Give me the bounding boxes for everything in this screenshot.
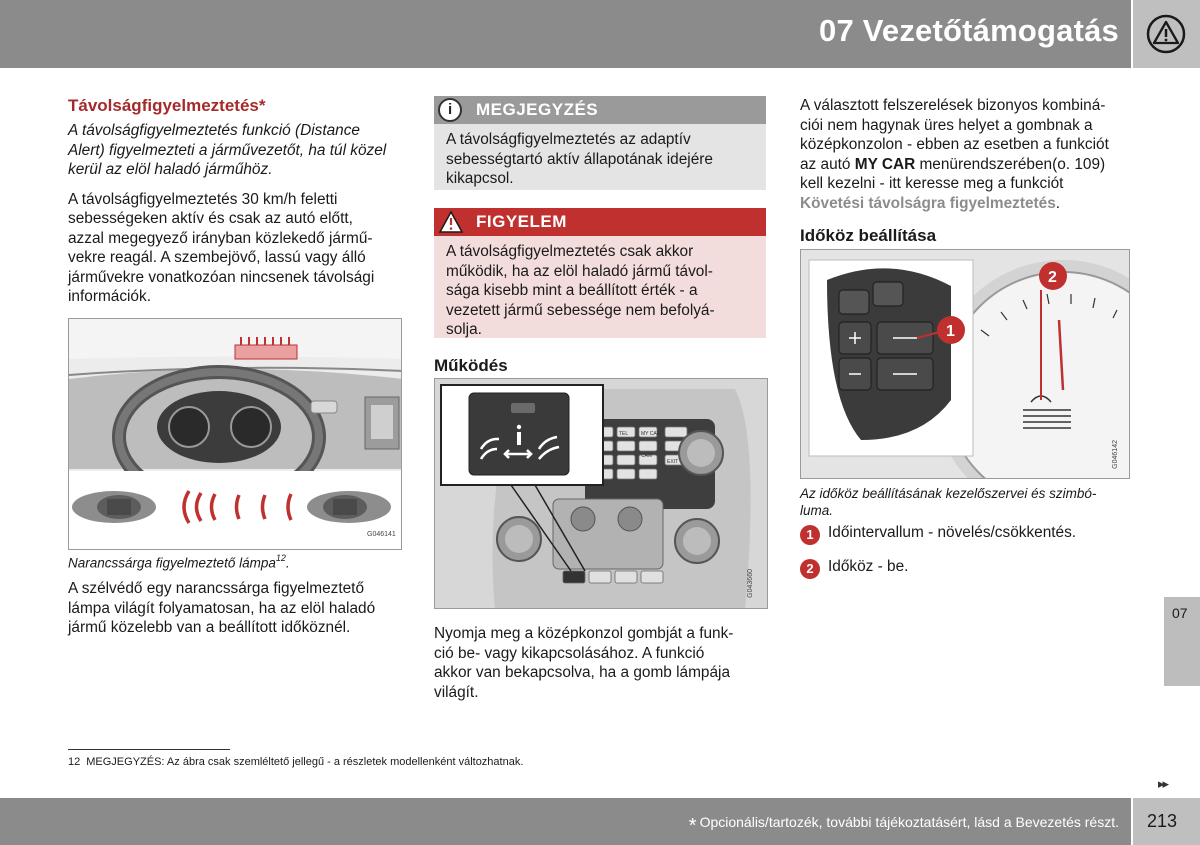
text-line: Alert) figyelmezteti a járművezetőt, ha túl közel	[68, 141, 387, 159]
settings-paragraph	[800, 96, 1140, 213]
car-front	[307, 491, 391, 523]
figure-code: G046142	[1112, 440, 1119, 469]
text-line: járművekre vonatkozóan nincsenek távolsági	[68, 268, 375, 286]
text-line: A távolságfigyelmeztetés az adaptív	[446, 131, 691, 148]
number-badge: 2	[800, 559, 820, 579]
page-footer	[0, 798, 1131, 845]
text-line: jármű közelebb van a beállított időköznél.	[68, 619, 351, 636]
dashboard-illustration	[69, 319, 402, 550]
figure-interval-controls	[800, 249, 1130, 479]
footnote-text: MEGJEGYZÉS: Az ábra csak szemléltető jellegű - a részletek modellenként változhatnak.	[86, 756, 524, 768]
center-console-illustration	[435, 379, 768, 609]
note-label: MEGJEGYZÉS	[476, 100, 599, 119]
text-line: ció be- vagy kikapcsolásához. A funkció	[434, 644, 705, 662]
footnote-ref: 12	[275, 553, 286, 563]
section-heading-operation: Működés	[434, 356, 508, 375]
callout-2: 2	[1048, 269, 1057, 286]
figure-dashboard-warning-lamp	[68, 318, 402, 550]
numbered-list	[800, 523, 1140, 579]
console-label-exit: EXIT	[667, 459, 679, 465]
console-label-tel: TEL	[619, 431, 629, 437]
info-icon: i	[438, 98, 462, 122]
list-item	[800, 523, 1140, 545]
text-line: A szélvédő egy narancssárga figyelmeztető	[68, 580, 365, 597]
text-line: információk.	[68, 288, 151, 305]
text-line: az autó MY CAR menürendszerében(o. 109)	[800, 155, 1106, 173]
interval-caption	[800, 485, 1140, 519]
chapter-icon-box	[1133, 0, 1200, 68]
warning-box	[434, 208, 766, 338]
text-line: kikapcsol.	[446, 170, 514, 187]
section-heading-interval: Időköz beállítása	[800, 226, 937, 245]
caption-text: Narancssárga figyelmeztető lámpa	[68, 555, 276, 571]
function-link[interactable]: Követési távolságra figyelmeztetés	[800, 194, 1056, 212]
page-number: 213	[1147, 811, 1178, 831]
mycar-label: MY CAR	[854, 155, 916, 173]
caption-end: .	[285, 555, 290, 571]
text-line: középkonzolon - ebben az esetben a funkciót	[800, 136, 1109, 153]
text-line: A távolságfigyelmeztetés csak akkor	[446, 243, 694, 260]
text-line: sebességeken aktív és csak az autó előtt,	[68, 210, 353, 227]
car-rear	[72, 491, 156, 523]
text-line: ciói nem hagynak üres helyet a gombnak a	[800, 116, 1093, 134]
note-box	[434, 96, 766, 190]
section-heading: Távolságfigyelmeztetés*	[68, 96, 266, 115]
figure-caption	[68, 553, 404, 572]
steering-controls-illustration	[801, 250, 1130, 479]
text-line: azzal megegyező irányban közlekedő jármű-	[68, 229, 373, 247]
text-line: kerül az elöl haladó járműhöz.	[68, 161, 273, 178]
page-header	[0, 0, 1131, 68]
next-page-icon[interactable]: ▸▸	[1158, 776, 1168, 791]
column-distance-alert	[68, 96, 404, 307]
warning-triangle-icon	[1146, 14, 1186, 54]
warning-triangle-icon	[438, 210, 464, 234]
intro-paragraph	[68, 121, 404, 180]
footnote-divider	[68, 749, 230, 750]
text-line: sága kisebb mint a beállított érték - a	[446, 282, 698, 299]
footer-note-text: Opcionális/tartozék, további tájékoztatásért, lásd a Bevezetés részt.	[699, 814, 1119, 830]
text-line: A távolságfigyelmeztetés funkció (Distance	[68, 122, 360, 139]
footer-note	[689, 814, 1119, 838]
chapter-tab[interactable]	[1164, 597, 1200, 686]
text-line: vekre reagál. A szembejövő, lassú vagy álló	[68, 249, 366, 266]
footnote-number: 12	[68, 756, 81, 768]
note-header	[434, 96, 766, 124]
figure-center-console	[434, 378, 768, 609]
text-line: A választott felszerelések bizonyos kombiná-	[800, 97, 1106, 114]
console-label-cam: CAM	[641, 453, 653, 459]
text-line: luma.	[800, 503, 834, 518]
warning-text	[434, 236, 766, 346]
text-line: akkor van bekapcsolva, ha a gomb lámpája	[434, 664, 731, 681]
text-line: Az időköz beállításának kezelőszervei és szimbó-	[800, 486, 1097, 501]
callout-1: 1	[946, 323, 955, 340]
console-label-mycar: MY CAR	[641, 431, 661, 437]
text-line: világít.	[434, 683, 479, 701]
footnote	[68, 756, 523, 768]
chapter-title: 07 Vezetőtámogatás	[819, 13, 1119, 48]
asterisk: *	[688, 815, 697, 837]
figure-code: G046141	[367, 531, 396, 538]
list-item-text: Időintervallum - növelés/csökkentés.	[828, 524, 1077, 541]
text-line: solja.	[446, 321, 482, 338]
text-line: sebességtartó aktív állapotának idejére	[446, 150, 713, 168]
text-line: A távolságfigyelmeztetés 30 km/h feletti	[68, 190, 338, 208]
list-item-text: Időköz - be.	[828, 558, 909, 575]
note-text	[434, 124, 766, 195]
figure-code: G043660	[747, 569, 754, 598]
text-line: működik, ha az elöl haladó jármű távol-	[446, 262, 713, 280]
warning-header	[434, 208, 766, 236]
number-badge: 1	[800, 525, 820, 545]
warning-label: FIGYELEM	[476, 212, 567, 231]
text-line: lámpa világít folyamatosan, ha az elöl haladó	[68, 599, 376, 617]
page-number-box	[1133, 798, 1200, 845]
body-paragraph	[68, 190, 404, 307]
text-line: Nyomja meg a középkonzol gombját a funk-	[434, 625, 734, 642]
text-line: vezetett jármű sebessége nem befolyá-	[446, 301, 715, 319]
lamp-paragraph	[68, 579, 404, 638]
operation-paragraph	[434, 624, 768, 702]
text-line: Követési távolságra figyelmeztetés.	[800, 194, 1061, 212]
chapter-tab-label: 07	[1172, 605, 1188, 621]
list-item	[800, 557, 1140, 579]
text-line: kell kezelni - itt keresse meg a funkciót	[800, 175, 1064, 192]
